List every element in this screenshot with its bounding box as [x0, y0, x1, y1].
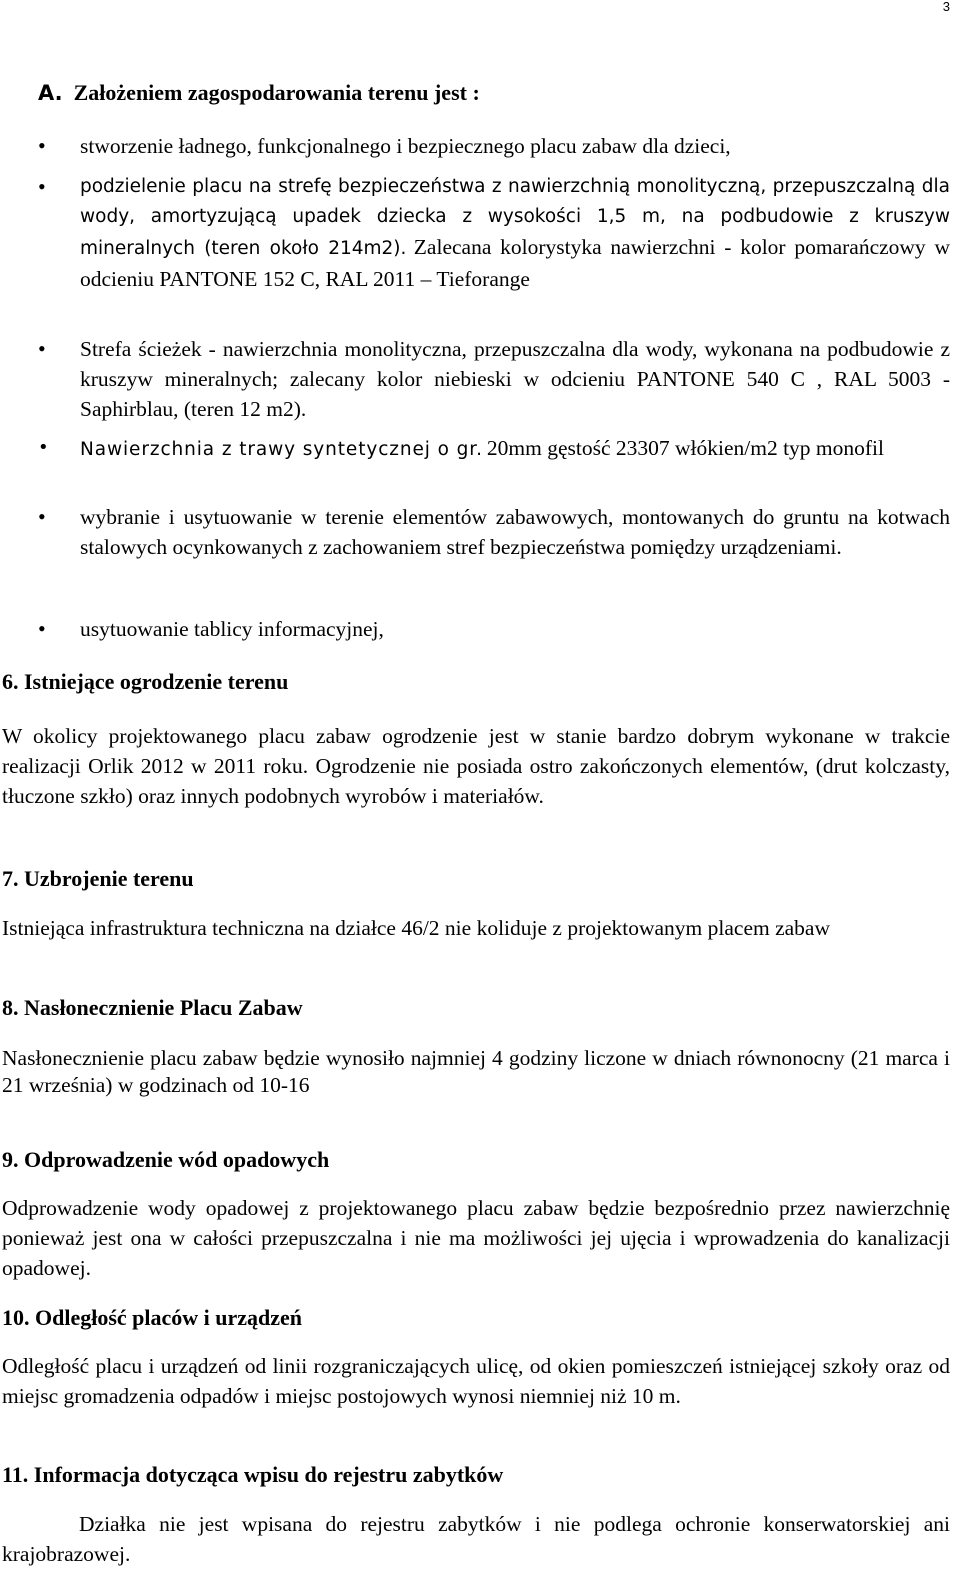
- section-text: Nasłonecznienie placu zabaw będzie wynosiło najmniej 4 godziny liczone w dniach równonocny (21 marca i 21 września) w godzinach od 10-16: [2, 1046, 950, 1097]
- list-item: [80, 172, 950, 294]
- list-item: wybranie i usytuowanie w terenie elementów zabawowych, montowanych do gruntu na kotwach stalowych ocynkowanych z zachowaniem stref bezpieczeństwa pomiędzy urządzeniami.: [80, 505, 950, 559]
- section-text: Istniejąca infrastruktura techniczna na działce 46/2 nie koliduje z projektowanym placem zabaw: [2, 916, 830, 940]
- list-item-text: Zalecana kolorystyka nawierzchni - kolor pomarańczowy w odcieniu PANTONE 152 C, RAL 2011 – Tieforange: [80, 235, 950, 291]
- section-text: Odprowadzenie wody opadowej z projektowanego placu zabaw będzie bezpośrednio przez nawierzchnię ponieważ jest ona w całości przepuszczalna i nie ma możliwości jej ujęcia i wprowadzenia do kanalizacji opadowej.: [2, 1196, 950, 1280]
- bullet-icon: •: [38, 504, 46, 529]
- list-item-text: podzielenie placu na strefę bezpieczeństwa z nawierzchnią monolityczną, przepuszczalną dla wody, amortyzującą upadek dziecka z wysokości 1,5 m, na podbudowie z kruszyw mineralnych (teren około 214m2).: [80, 176, 950, 259]
- section-heading: 8. Nasłonecznienie Placu Zabaw: [2, 995, 303, 1020]
- section-heading: 6. Istniejące ogrodzenie terenu: [2, 669, 289, 694]
- section-heading: 7. Uzbrojenie terenu: [2, 866, 194, 891]
- page-number: 3: [942, 0, 950, 14]
- section-heading: 11. Informacja dotycząca wpisu do rejestru zabytków: [2, 1462, 504, 1487]
- section-heading: 9. Odprowadzenie wód opadowych: [2, 1147, 330, 1172]
- section-text: Działka nie jest wpisana do rejestru zabytków i nie podlega ochronie konserwatorskiej ani krajobrazowej.: [2, 1512, 950, 1566]
- section-a-title: Założeniem zagospodarowania terenu jest :: [73, 80, 480, 105]
- section-a-heading: [38, 78, 938, 108]
- list-item: stworzenie ładnego, funkcjonalnego i bezpiecznego placu zabaw dla dzieci,: [80, 134, 731, 158]
- section-text: W okolicy projektowanego placu zabaw ogrodzenie jest w stanie bardzo dobrym wykonane w trakcie realizacji Orlik 2012 w 2011 roku. Ogrodzenie nie posiada ostro zakończonych elementów, (drut kolczasty, tłuczone szkło) oraz innych podobnych wyrobów i materiałów.: [2, 724, 950, 808]
- list-item-text: Nawierzchnia z trawy syntetycznej o gr.: [80, 439, 483, 460]
- bullet-icon: •: [38, 437, 49, 458]
- bullet-icon: •: [38, 133, 46, 158]
- bullet-icon: •: [38, 616, 46, 641]
- list-item-text: 20mm gęstość 23307 włókien/m2 typ monofil: [486, 436, 885, 460]
- section-a-letter: A.: [38, 81, 63, 105]
- list-item: [80, 433, 950, 465]
- section-text: Odległość placu i urządzeń od linii rozgraniczających ulicę, od okien pomieszczeń istniejącej szkoły oraz od miejsc gromadzenia odpadów i miejsc postojowych wynosi niemniej niż 10 m.: [2, 1354, 950, 1408]
- bullet-icon: •: [38, 336, 46, 361]
- bullet-icon: •: [38, 174, 46, 199]
- list-item: usytuowanie tablicy informacyjnej,: [80, 617, 384, 641]
- section-heading: 10. Odległość placów i urządzeń: [2, 1305, 303, 1330]
- list-item: Strefa ścieżek - nawierzchnia monolityczna, przepuszczalna dla wody, wykonana na podbudowie z kruszyw mineralnych; zalecany kolor niebieski w odcieniu PANTONE 540 C , RAL 5003 - Saphirblau, (teren 12 m2).: [80, 337, 950, 421]
